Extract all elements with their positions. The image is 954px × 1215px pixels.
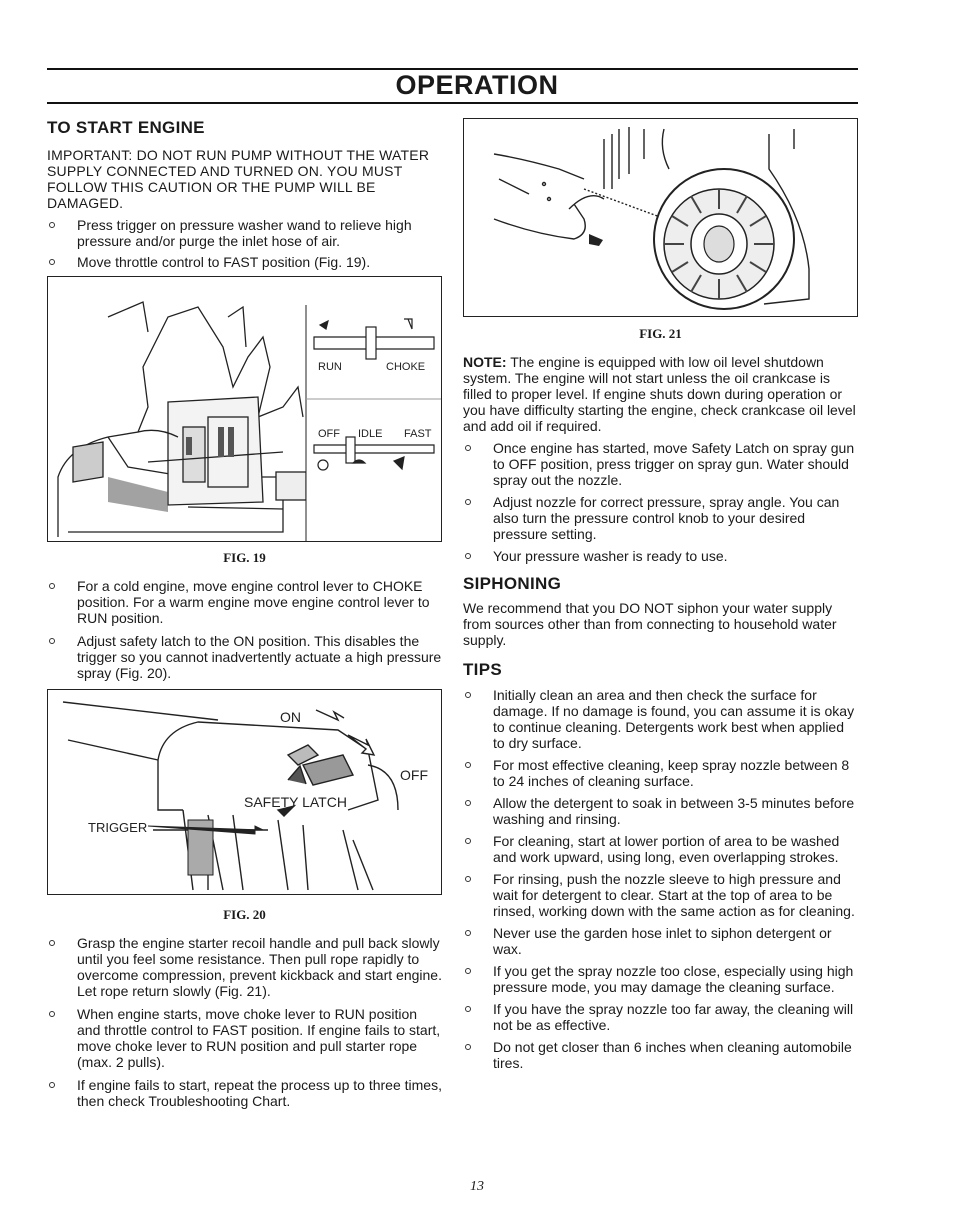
tips-heading: TIPS [463,660,502,679]
note-text: The engine is equipped with low oil level shutdown system. The engine will not start unless the oil crankcase is filled to proper level. If engine shuts down during operation or you have difficulty starting the engine, check crankcase oil level and add oil if required. [463,354,856,434]
list-item: For rinsing, push the nozzle sleeve to high pressure and wait for detergent to clear. Start at the top of area to be rinsed, working down with the same action as for cleaning. [463,871,858,919]
figure-20 [47,689,442,895]
list-item: Your pressure washer is ready to use. [463,548,858,564]
start-engine-heading: TO START ENGINE [47,118,205,137]
fig19-off-label: OFF [318,428,340,440]
engine-control-illustration [48,277,441,541]
list-item: If you have the spray nozzle too far away, the cleaning will not be as effective. [463,1001,858,1033]
list-item: Never use the garden hose inlet to siphon detergent or wax. [463,925,858,957]
note-label: NOTE: [463,354,507,370]
fig20-on-label: ON [280,709,301,725]
fig20-off-label: OFF [400,767,428,783]
fig19-idle-label: IDLE [358,428,383,440]
list-item: Do not get closer than 6 inches when cleaning automobile tires. [463,1039,858,1071]
fig19-run-label: RUN [318,361,342,373]
list-item: Press trigger on pressure washer wand to relieve high pressure and/or purge the inlet hose of air. [47,217,442,249]
fig20-trigger-label: TRIGGER [88,820,148,835]
header-rule-bottom [47,102,858,104]
list-item: For cleaning, start at lower portion of area to be washed and work upward, using long, even overlapping strokes. [463,833,858,865]
start-steps-a [47,217,442,270]
list-item: Grasp the engine starter recoil handle and pull back slowly until you feel some resistance. Then pull rope rapidly to overcome compression, prevent kickback and start engine. Let rope return slowly (Fig. 21). [47,935,442,999]
fig20-safety-latch-label: SAFETY LATCH [244,794,347,810]
siphoning-heading: SIPHONING [463,574,562,593]
fig20-caption: FIG. 20 [223,907,266,922]
list-item: For a cold engine, move engine control lever to CHOKE position. For a warm engine move engine control lever to RUN position. [47,578,442,626]
list-item: Initially clean an area and then check the surface for damage. If no damage is found, you can assume it is okay to continue cleaning. Detergents work best when applied to dry surface. [463,687,858,751]
list-item: If you get the spray nozzle too close, especially using high pressure mode, you may damage the cleaning surface. [463,963,858,995]
list-item: If engine fails to start, repeat the process up to three times, then check Troubleshooting Chart. [47,1077,442,1109]
figure-21 [463,118,858,317]
list-item: Move throttle control to FAST position (Fig. 19). [47,254,442,270]
list-item: When engine starts, move choke lever to RUN position and throttle control to FAST position. If engine fails to start, move choke lever to RUN position and pull starter rope (max. 2 pulls). [47,1006,442,1070]
list-item: For most effective cleaning, keep spray nozzle between 8 to 24 inches of cleaning surface. [463,757,858,789]
page-title: OPERATION [395,70,559,100]
fig21-caption: FIG. 21 [639,326,682,341]
left-column [47,118,442,1109]
start-steps-b [47,578,442,681]
important-notice: IMPORTANT: DO NOT RUN PUMP WITHOUT THE WATER SUPPLY CONNECTED AND TURNED ON. YOU MUST FOLLOW THIS CAUTION OR THE PUMP WILL BE DAMAGED. [47,147,430,211]
list-item: Allow the detergent to soak in between 3-5 minutes before washing and rinsing. [463,795,858,827]
list-item: Once engine has started, move Safety Latch on spray gun to OFF position, press trigger on spray gun. Water should spray out the nozzle. [463,440,858,488]
recoil-starter-illustration [464,119,857,316]
siphoning-text: We recommend that you DO NOT siphon your water supply from sources other than from connecting to household water supply. [463,600,837,648]
right-column [463,118,858,1071]
figure-19 [47,276,442,542]
start-steps-c [47,935,442,1109]
fig19-fast-label: FAST [404,428,432,440]
spray-gun-illustration [48,690,441,894]
fig19-choke-label: CHOKE [386,361,426,373]
note-paragraph [463,354,858,434]
fig19-caption: FIG. 19 [223,550,266,565]
list-item: Adjust nozzle for correct pressure, spray angle. You can also turn the pressure control knob to your desired pressure setting. [463,494,858,542]
after-start-steps [463,440,858,564]
page-number: 13 [470,1179,484,1194]
list-item: Adjust safety latch to the ON position. This disables the trigger so you cannot inadvertently actuate a high pressure spray (Fig. 20). [47,633,442,681]
tips-list [463,687,858,1071]
